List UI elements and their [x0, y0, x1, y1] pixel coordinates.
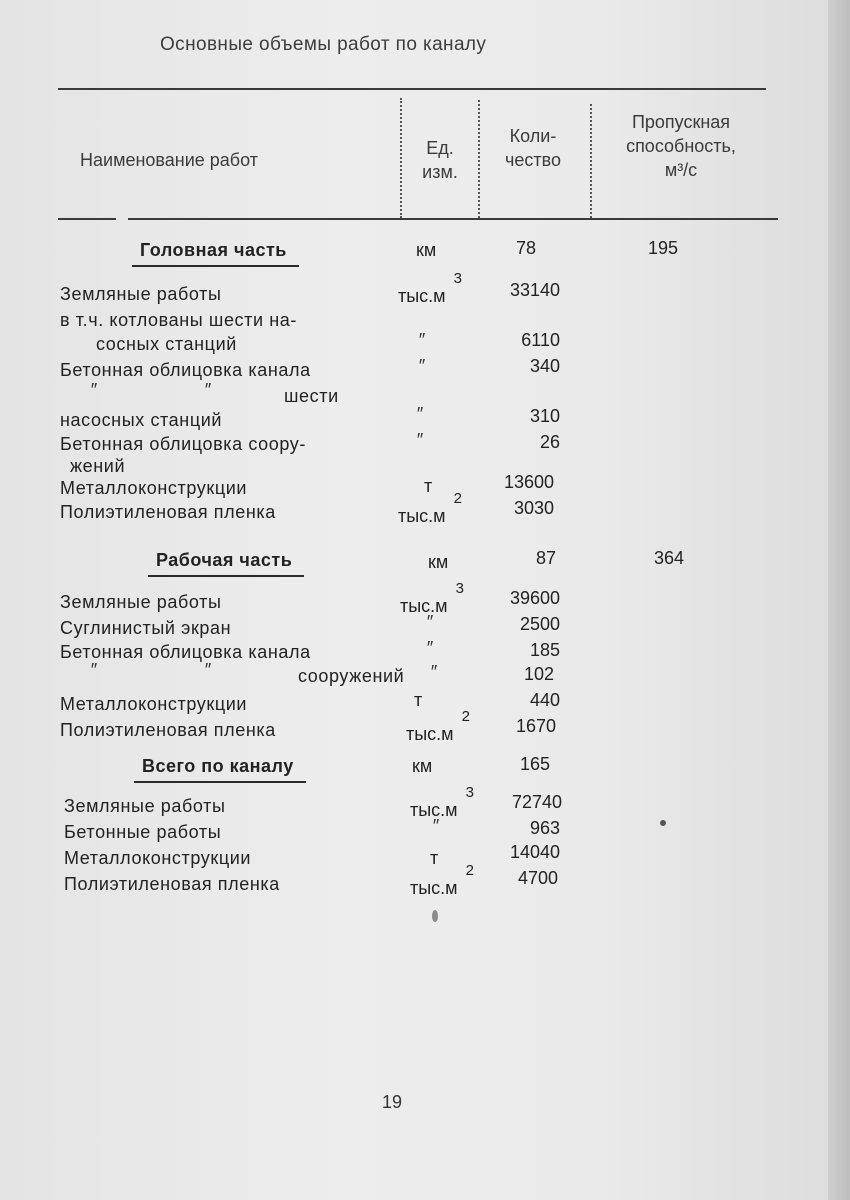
work-row-earthworks: Земляные работы	[60, 592, 222, 612]
total-row-earthworks: Земляные работы	[64, 796, 226, 816]
work-row-film-qty: 1670	[515, 716, 556, 736]
work-row-ditto-2: ″	[204, 660, 211, 680]
total-row-concrete-unit: ″	[432, 816, 439, 836]
head-row-earthworks-unit	[398, 270, 462, 307]
head-row-pits-unit: ″	[418, 330, 425, 350]
section-total-qty: 165	[519, 754, 550, 774]
head-row-ditto-2: ″	[204, 380, 211, 400]
unit-power: 2	[461, 708, 470, 725]
head-row-structures-lining: Бетонная облицовка соору-	[60, 434, 306, 454]
head-row-structures-lining-line2: жений	[70, 456, 126, 476]
work-row-clay-screen: Суглинистый экран	[60, 618, 232, 638]
head-row-structures-lining-qty: 26	[539, 432, 560, 452]
unit-text: тыс.м	[406, 724, 454, 744]
head-row-pits-qty: 6110	[521, 330, 560, 350]
work-row-ditto-1: ″	[90, 660, 97, 680]
section-head-capacity: 195	[647, 238, 678, 258]
work-row-structures-qty: 102	[523, 664, 554, 684]
work-row-clay-screen-qty: 2500	[519, 614, 560, 634]
total-row-metal-qty: 14040	[509, 842, 560, 862]
column-separator-unit	[400, 98, 402, 218]
header-unit	[410, 136, 470, 184]
unit-power: 2	[465, 862, 474, 879]
total-row-concrete: Бетонные работы	[64, 822, 222, 842]
section-head-unit: км	[416, 240, 437, 260]
page-title: Основные объемы работ по каналу	[160, 34, 487, 55]
head-row-canal-lining: Бетонная облицовка канала	[60, 360, 311, 380]
section-total-label: Всего по каналу	[142, 756, 294, 776]
header-cap-line2: способность,	[626, 136, 736, 156]
section-work-underline	[148, 575, 304, 577]
total-row-concrete-qty: 963	[529, 818, 560, 838]
head-row-structures-lining-unit: ″	[416, 430, 423, 450]
total-row-film-unit	[410, 862, 474, 899]
header-bottom-rule-left	[58, 218, 116, 220]
head-row-film-unit	[398, 490, 462, 527]
section-head-underline	[132, 265, 299, 267]
ink-speck	[660, 820, 666, 826]
work-row-canal-lining: Бетонная облицовка канала	[60, 642, 311, 662]
head-row-metal-qty: 13600	[503, 472, 554, 492]
section-head-label: Головная часть	[140, 240, 287, 260]
head-row-earthworks-qty: 33140	[509, 280, 560, 300]
column-separator-capacity	[590, 104, 592, 218]
unit-power: 3	[465, 784, 474, 801]
head-row-canal-lining-unit: ″	[418, 356, 425, 376]
header-top-rule	[58, 88, 766, 90]
head-row-canal-lining-qty: 340	[529, 356, 560, 376]
work-row-structures-unit: ″	[430, 662, 437, 682]
section-total-title	[142, 756, 294, 777]
total-row-earthworks-qty: 72740	[511, 792, 562, 812]
section-head-qty: 78	[515, 238, 536, 258]
section-work-title	[156, 550, 292, 571]
unit-text: тыс.м	[410, 878, 458, 898]
unit-text: тыс.м	[398, 286, 446, 306]
header-qty-line1: Коли-	[509, 126, 557, 146]
section-work-capacity: 364	[653, 548, 684, 568]
head-row-stations-line2: насосных станций	[60, 410, 223, 430]
head-row-pits-line2: сосных станций	[96, 334, 237, 354]
section-head-title	[140, 240, 287, 261]
total-row-metal: Металлоконструкции	[64, 848, 252, 868]
section-total-underline	[134, 781, 306, 783]
work-row-canal-lining-qty: 185	[529, 640, 560, 660]
work-row-clay-screen-unit: ″	[426, 612, 433, 632]
work-row-structures: сооружений	[298, 666, 405, 686]
total-row-metal-unit: т	[430, 848, 439, 868]
unit-text: тыс.м	[398, 506, 446, 526]
unit-power: 2	[453, 490, 462, 507]
header-unit-line2: изм.	[422, 162, 458, 182]
work-row-canal-lining-unit: ″	[426, 638, 433, 658]
ink-smudge	[432, 910, 438, 922]
total-row-earthworks-unit	[410, 784, 474, 821]
work-row-metal-unit: т	[414, 690, 423, 710]
header-quantity	[488, 124, 578, 172]
work-row-film-unit	[406, 708, 470, 745]
header-name: Наименование работ	[80, 150, 258, 170]
head-row-pits-line1: в т.ч. котлованы шести на-	[60, 310, 297, 330]
header-capacity	[606, 110, 756, 182]
header-qty-line2: чество	[504, 150, 561, 170]
total-row-film: Полиэтиленовая пленка	[64, 874, 280, 894]
page-number: 19	[382, 1092, 403, 1112]
unit-text: тыс.м	[410, 800, 458, 820]
total-row-film-qty: 4700	[517, 868, 558, 888]
unit-power: 3	[455, 580, 464, 597]
header-cap-line1: Пропускная	[631, 112, 731, 132]
unit-power: 3	[453, 270, 462, 287]
head-row-earthworks: Земляные работы	[60, 284, 222, 304]
head-row-stations-unit: ″	[416, 404, 423, 424]
head-row-film: Полиэтиленовая пленка	[60, 502, 276, 522]
work-row-metal: Металлоконструкции	[60, 694, 248, 714]
work-row-earthworks-qty: 39600	[509, 588, 560, 608]
head-row-film-qty: 3030	[513, 498, 554, 518]
head-row-metal: Металлоконструкции	[60, 478, 248, 498]
section-work-label: Рабочая часть	[156, 550, 293, 570]
section-work-qty: 87	[535, 548, 556, 568]
page-edge-shadow	[828, 0, 850, 1200]
section-work-unit: км	[428, 552, 449, 572]
header-bottom-rule	[128, 218, 778, 220]
unit-text: тыс.м	[400, 596, 448, 616]
section-total-unit: км	[412, 756, 433, 776]
header-unit-line1: Ед.	[426, 138, 454, 158]
column-separator-qty	[478, 100, 480, 218]
head-row-stations-qty: 310	[529, 406, 560, 426]
work-row-metal-qty: 440	[529, 690, 560, 710]
header-cap-line3: м³/с	[664, 160, 698, 180]
head-row-metal-unit: т	[424, 476, 433, 496]
head-row-ditto-1: ″	[90, 380, 97, 400]
head-row-stations-line1: шести	[284, 386, 339, 406]
work-row-film: Полиэтиленовая пленка	[60, 720, 276, 740]
